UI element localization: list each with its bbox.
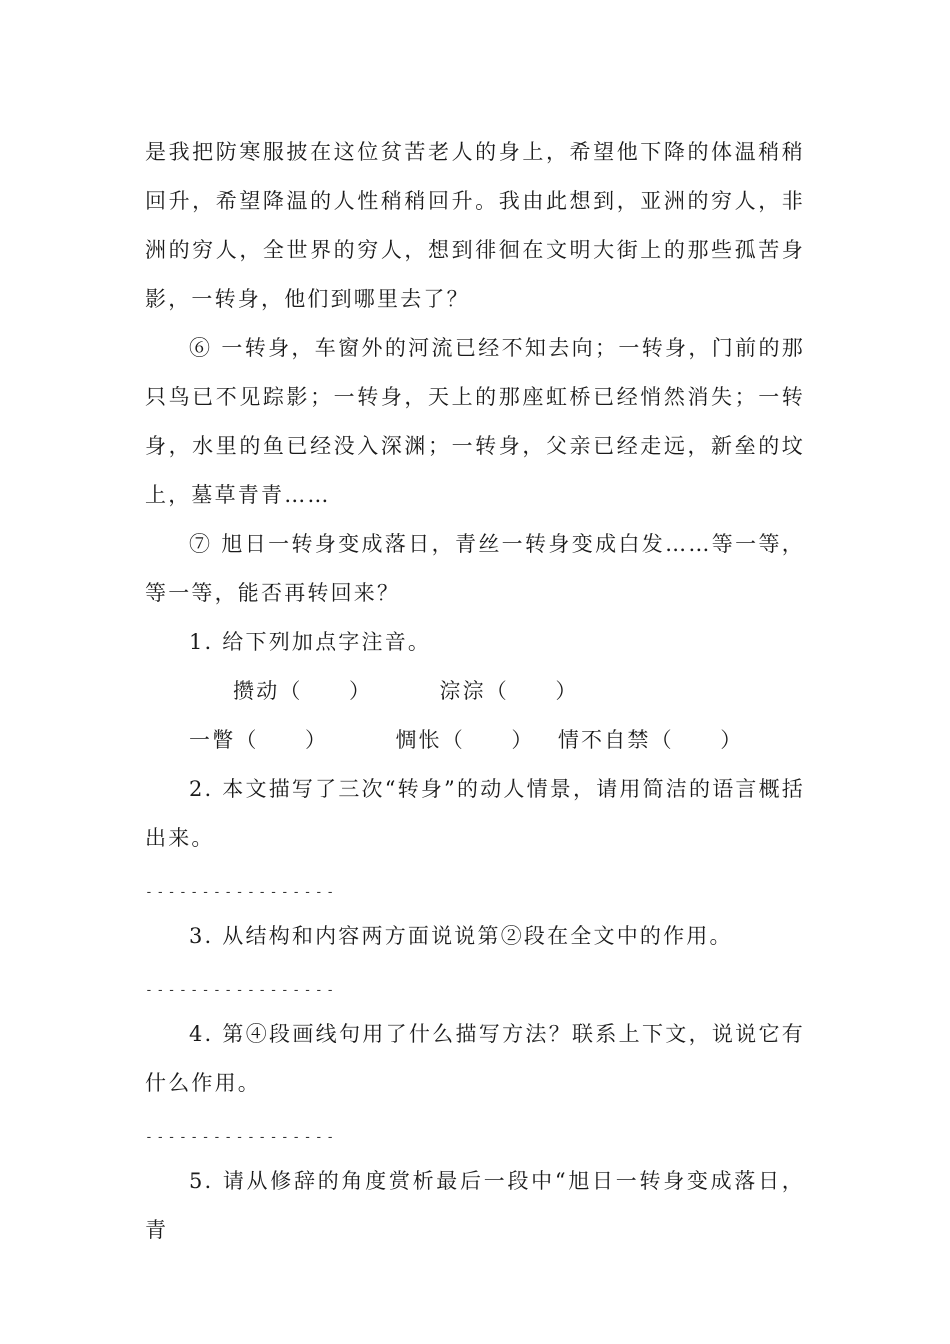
passage-paragraph-6: ⑥ 一转身，车窗外的河流已经不知去向；一转身，门前的那只鸟已不见踪影；一转身，天上的那座虹桥已经悄然消失；一转身，水里的鱼已经没入深渊；一转身，父亲已经走远，新垒的坟上，墓草青青…… <box>145 336 805 507</box>
question-5: 5. 请从修辞的角度赏析最后一段中“旭日一转身变成落日，青 <box>145 1169 805 1242</box>
passage-paragraph-7: ⑦ 旭日一转身变成落日，青丝一转身变成白发……等一等，等一等，能否再转回来？ <box>145 532 805 605</box>
question-2: 2. 本文描写了三次“转身”的动人情景，请用简洁的语言概括出来。 <box>145 777 805 850</box>
pinyin-item: 情不自禁（ ） <box>557 728 744 752</box>
pinyin-item: 惆怅（ ） <box>395 728 535 752</box>
pinyin-item: 一瞥（ ） <box>189 728 329 752</box>
document-page <box>145 128 805 1255</box>
pinyin-item: 淙淙（ ） <box>439 679 579 703</box>
question-4: 4. 第④段画线句用了什么描写方法？联系上下文，说说它有什么作用。 <box>145 1022 805 1095</box>
answer-line: ----------------- <box>145 885 338 900</box>
pinyin-item: 攒动（ ） <box>233 679 373 703</box>
question-1: 1. 给下列加点字注音。 <box>189 630 432 654</box>
question-3: 3. 从结构和内容两方面说说第②段在全文中的作用。 <box>189 924 733 948</box>
question-1-items <box>145 667 805 765</box>
passage-paragraph-5-continued: 是我把防寒服披在这位贫苦老人的身上，希望他下降的体温稍稍回升，希望降温的人性稍稍回升。我由此想到，亚洲的穷人，非洲的穷人，全世界的穷人，想到徘徊在文明大街上的那些孤苦身影，一转身，他们到哪里去了？ <box>145 140 805 311</box>
answer-line: ----------------- <box>145 983 338 998</box>
answer-line: ----------------- <box>145 1130 338 1145</box>
